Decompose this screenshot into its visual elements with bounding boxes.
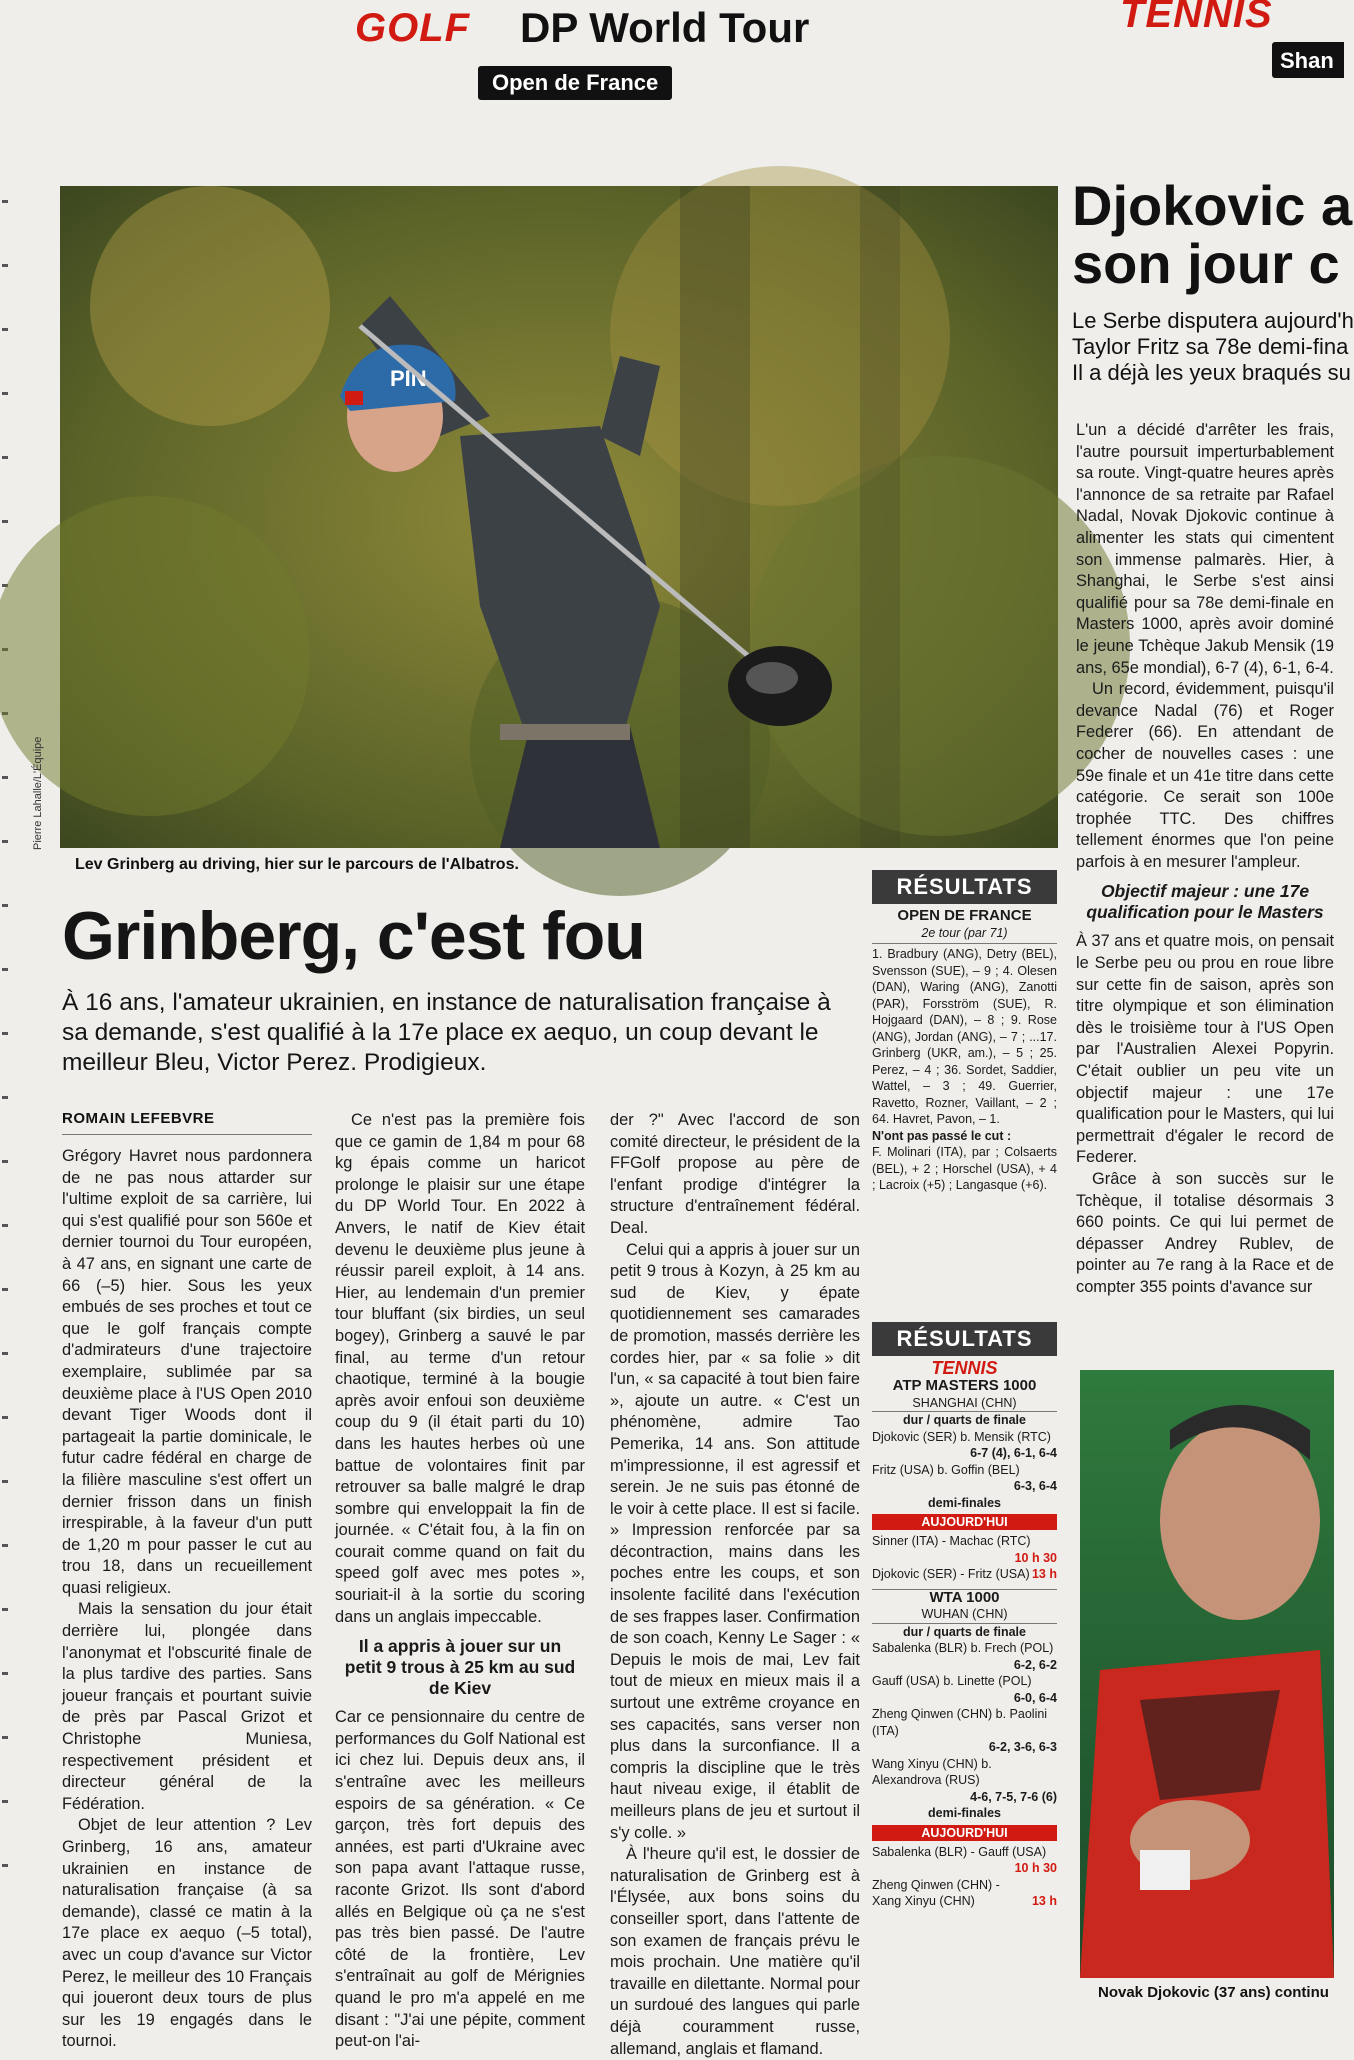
event-tag: Open de France xyxy=(478,66,672,100)
results-event: OPEN DE FRANCE xyxy=(897,907,1032,924)
match-row: Zheng Qinwen (CHN) b. Paolini (ITA) xyxy=(872,1707,1048,1738)
margin-dots xyxy=(2,200,8,1900)
side-lead-1: Le Serbe disputera aujourd'h xyxy=(1072,308,1354,333)
paragraph: Ce n'est pas la première fois que ce gamin de 1,84 m pour 68 kg épais comme un haricot prolonge le plaisir sur une étape du DP World Tour. En 2022 à Anvers, le natif de Kiev était devenu le deuxième plus jeune à réussir pareil exploit, à 14 ans. Hier, au lendemain d'un premier tour bluffant (six birdies, un seul bogey), Grinberg a sauvé le par final, au terme d'un retour chaotique, terminé à la bougie après avoir enfoui son deuxième coup du 9 (il était parti du 10) dans les hautes herbes où une battue de volontaires finit par retrouver sa balle malgré le drap sombre qui enveloppait la fin de journée. « C'était fou, à la fin on courait comme quand on fait du speed golf avec mes potes », souriait-il à la sortie du scoring dans un anglais impeccable. xyxy=(335,1111,585,1626)
match-score: 6-2, 3-6, 6-3 xyxy=(988,1740,1057,1754)
wta-place: WUHAN (CHN) xyxy=(921,1607,1008,1621)
section-title: DP World Tour xyxy=(520,4,810,51)
article-column-1 xyxy=(62,1146,312,2053)
match-row: Gauff (USA) b. Linette (POL) xyxy=(872,1674,1032,1688)
match-row: Wang Xinyu (CHN) b. Alexandrova (RUS) xyxy=(872,1756,992,1787)
paragraph: Celui qui a appris à jouer sur un petit 9 trous à Kozyn, à 25 km au sud de Kiev, y épate quotidiennement ses camarades de promotion, massés derrière les cordes hier, par « sa folie » dit l'un, « sa capacité à tout bien faire », ajoute un autre. « C'est un phénomène, admire Tao Pemerika, 14 ans. Son attitude m'impressionne, il est agressif et serein. Je ne suis pas étonné de le voir à cette place. Il est si facile. » Impression renforcée par sa décontraction, mains dans les poches entre les coups, et son insolente facilité dans l'exécution de ses frappes laser. Confirmation de son coach, Kenny Le Sager : « Depuis le mois de mai, Lev fait tout de mieux en mieux mais il a surtout une extrême croyance en ses capacités, sans verser non plus dans la surconfiance. Il a compris la discipline que le très haut niveau exige, il établit de meilleurs plans de jeu et surtout il s'y colle. » xyxy=(610,1240,860,1842)
djokovic-photo xyxy=(1080,1370,1334,1978)
match-score: 4-6, 7-5, 7-6 (6) xyxy=(970,1789,1057,1804)
tennis-label: TENNIS xyxy=(931,1358,998,1378)
side-headline-line-2: son jour c xyxy=(1072,232,1340,295)
results-cut-text: F. Molinari (ITA), par ; Colsaerts (BEL), + 2 ; Horschel (USA), + 4 ; Lacroix (+5) ; Langasque (+6). xyxy=(872,1145,1057,1192)
side-column xyxy=(1076,420,1334,1299)
section-label-golf: GOLF xyxy=(355,6,471,50)
paragraph: Objet de leur attention ? Lev Grinberg, 16 ans, amateur ukrainien en instance de naturalisation française (à sa demande), classé ce matin à la 17e place ex aequo (–5 total), avec un coup d'avance sur Victor Perez, le meilleur des 10 Français qui joueront deux tours de plus sur les 19 engagés dans le tournoi. xyxy=(62,1816,312,2051)
article-author: ROMAIN LEFEBVRE xyxy=(62,1110,215,1127)
match-row: Fritz (USA) b. Goffin (BEL) xyxy=(872,1462,1020,1477)
side-lead-2: Taylor Fritz sa 78e demi-fina xyxy=(1072,334,1349,359)
wta-semi-label: demi-finales xyxy=(928,1806,1001,1820)
results-header: RÉSULTATS xyxy=(872,870,1057,904)
upcoming-time: 10 h 30 xyxy=(1014,1550,1057,1565)
article-column-2 xyxy=(335,1110,585,2053)
match-score: 6-0, 6-4 xyxy=(1013,1690,1057,1705)
results-header: RÉSULTATS xyxy=(872,1322,1057,1356)
results-golf-box xyxy=(872,870,1057,1194)
paragraph: L'un a décidé d'arrêter les frais, l'autre poursuit imperturbablement sa route. Vingt-quatre heures après l'annonce de sa retraite par Rafael Nadal, Novak Djokovic continue à alimenter les stats qui cimentent son immense palmarès. Hier, à Shanghai, le Serbe s'est ainsi qualifié pour sa 78e demi-finale en Masters 1000, après avoir dominé le jeune Tchèque Jakub Mensik (19 ans, 65e mondial), 6-7 (4), 6-1, 6-4. xyxy=(1076,421,1334,677)
paragraph: Mais la sensation du jour était derrière lui, plongée dans l'anonymat et l'obscurité finale de la plus tardive des parties. Sans joueur français et pourtant suivie de près par Pascal Grizot et Christophe Muniesa, respectivement président et directeur général de la Fédération. xyxy=(62,1600,312,1813)
match-row: Djokovic (SER) b. Mensik (RTC) xyxy=(872,1429,1051,1444)
tennis-event-tag: Shan xyxy=(1272,42,1344,78)
results-cut-title: N'ont pas passé le cut : xyxy=(872,1128,1012,1143)
djokovic-photo-caption: Novak Djokovic (37 ans) continu xyxy=(1098,1984,1329,2001)
author-rule xyxy=(62,1134,312,1135)
section-label-tennis: TENNIS xyxy=(1120,0,1273,36)
upcoming-time: 13 h xyxy=(1031,1567,1057,1581)
photo-credit: Pierre Lahalle/L'Équipe xyxy=(32,736,44,850)
match-score: 6-3, 6-4 xyxy=(1013,1479,1057,1493)
golf-photo-image xyxy=(60,186,1058,848)
atp-title: ATP MASTERS 1000 xyxy=(892,1377,1037,1394)
photo-caption: Lev Grinberg au driving, hier sur le parcours de l'Albatros. xyxy=(75,856,519,873)
paragraph: Grâce à son succès sur le Tchèque, il totalise désormais 3 660 points. Ce qui lui permet de dépasser Andrey Rublev, de pointer au 7e rang à la Race et de compter 355 points d'avance sur xyxy=(1076,1170,1334,1296)
match-row: Sabalenka (BLR) b. Frech (POL) xyxy=(872,1641,1054,1655)
atp-semi-label: demi-finales xyxy=(928,1495,1001,1510)
upcoming-match: Djokovic (SER) - Fritz (USA) xyxy=(872,1567,1030,1581)
svg-text:PIN: PIN xyxy=(390,366,427,391)
today-banner: AUJOURD'HUI xyxy=(872,1514,1057,1530)
atp-place: SHANGHAI (CHN) xyxy=(912,1395,1017,1410)
golf-photo xyxy=(60,186,1058,848)
wta-title: WTA 1000 xyxy=(929,1588,1000,1606)
match-score: 6-2, 6-2 xyxy=(1013,1657,1057,1672)
paragraph: Grégory Havret nous pardonnera de ne pas nous attarder sur l'ultime exploit de sa carrière, lui qui s'est qualifié pour son 560e et dernier tournoi du Tour européen, à 47 ans, en signant une carte de 66 (–5) hier. Sous les yeux embués de ses proches et tout ce que le golf français compte d'admirateurs d'une trajectoire exemplaire, sublimée par sa deuxième place à l'US Open 2010 devant Tiger Woods dont il partageait la partie dominicale, le futur cadre fédéral en charge de la filière masculine s'est offert un dernier frisson dans un finish irrespirable, à la faveur d'un putt de 1,20 m pour passer le cut au trou 18, dans un recueillement quasi religieux. xyxy=(62,1147,312,1597)
side-lead-3: Il a déjà les yeux braqués su xyxy=(1072,360,1351,385)
article-headline: Grinberg, c'est fou xyxy=(62,898,645,974)
atp-round: dur / quarts de finale xyxy=(903,1413,1026,1427)
djokovic-photo-image xyxy=(1080,1370,1334,1978)
upcoming-time: 10 h 30 xyxy=(1014,1861,1057,1875)
upcoming-match: Sinner (ITA) - Machac (RTC) xyxy=(872,1534,1031,1548)
wta-round: dur / quarts de finale xyxy=(903,1624,1026,1639)
side-subhead: Objectif majeur : une 17e qualification pour le Masters xyxy=(1086,881,1324,923)
today-banner: AUJOURD'HUI xyxy=(872,1825,1057,1841)
results-leaderboard: 1. Bradbury (ANG), Detry (BEL), Svensson (SUE), – 9 ; 4. Olesen (DAN), Waring (ANG), Zanotti (PAR), Forsström (SUE), R. Hojgaard (DAN), – 8 ; 9. Rose (ANG), Jordan (ANG), – 7 ; ...17. Grinberg (UKR, am.), – 5 ; 25. Perez, – 4 ; 36. Sordet, Saddier, Wattel, – 3 ; 49. Guerrier, Ravetto, Rozner, Vaillant, – 2 ; 64. Havret, Pavon, – 1. xyxy=(872,947,1057,1126)
paragraph: À l'heure qu'il est, le dossier de naturalisation de Grinberg est à l'Élysée, aux bons soins du conseiller sport, dans l'attente de son examen de français prévu le mois prochain. Une matière qu'il travaille en dilettante. Normal pour un surdoué des langues qui parle déjà couramment russe, allemand, anglais et flamand. xyxy=(610,1845,860,2058)
results-tennis-box xyxy=(872,1322,1057,1910)
article-subhead: Il a appris à jouer sur un petit 9 trous à 25 km au sud de Kiev xyxy=(344,1636,576,1699)
paragraph: À 37 ans et quatre mois, on pensait le Serbe peu ou prou en roue libre sur cette fin de saison, après son titre olympique et son élimination dès le troisième tour à l'US Open par l'Australien Alexei Popyrin. C'était oublier un peu vite un objectif majeur : une 17e qualification pour le Masters, qui lui permettrait d'égaler le record de Federer. xyxy=(1076,932,1334,1167)
article-column-3 xyxy=(610,1110,860,2060)
match-score: 6-7 (4), 6-1, 6-4 xyxy=(970,1446,1057,1460)
results-round: 2e tour (par 71) xyxy=(921,925,1008,940)
paragraph: Car ce pensionnaire du centre de performances du Golf National est ici chez lui. Depuis deux ans, il s'entraîne avec les meilleurs espoirs de sa génération. « Ce garçon, très fort depuis des années, est parti d'Ukraine avec son papa avant l'attaque russe, raconte Grizot. Ils sont d'abord allés en Belgique où ça ne s'est pas très bien passé. De l'autre côté de la frontière, Lev s'entraînait au golf de Mérignies quand le pro m'a appelé en me disant : "J'ai une pépite, comment peut-on l'ai- xyxy=(335,1708,585,2051)
side-headline-line-1: Djokovic a xyxy=(1072,174,1353,237)
upcoming-time: 13 h xyxy=(1031,1894,1057,1908)
article-lead: À 16 ans, l'amateur ukrainien, en instance de naturalisation française à sa demande, s'est qualifié à la 17e place ex aequo, un coup devant le meilleur Bleu, Victor Perez. Prodigieux. xyxy=(62,989,831,1076)
paragraph: der ?" Avec l'accord de son comité directeur, le président de la FFGolf propose au père de l'enfant prodige d'intégrer la structure d'entraînement fédéral. Deal. xyxy=(610,1111,860,1237)
upcoming-match: Sabalenka (BLR) - Gauff (USA) xyxy=(872,1844,1047,1859)
upcoming-match: Zheng Qinwen (CHN) - Xang Xinyu (CHN) xyxy=(872,1877,1000,1908)
paragraph: Un record, évidemment, puisqu'il devance Nadal (76) et Roger Federer (66). En attendant de cocher de nouvelles cases : une 59e finale et un 41e titre dans cette catégorie. Ce serait son 100e trophée TTC. Des chiffres tellement énormes que l'on peine parfois à en mesurer l'ampleur. xyxy=(1076,680,1334,871)
